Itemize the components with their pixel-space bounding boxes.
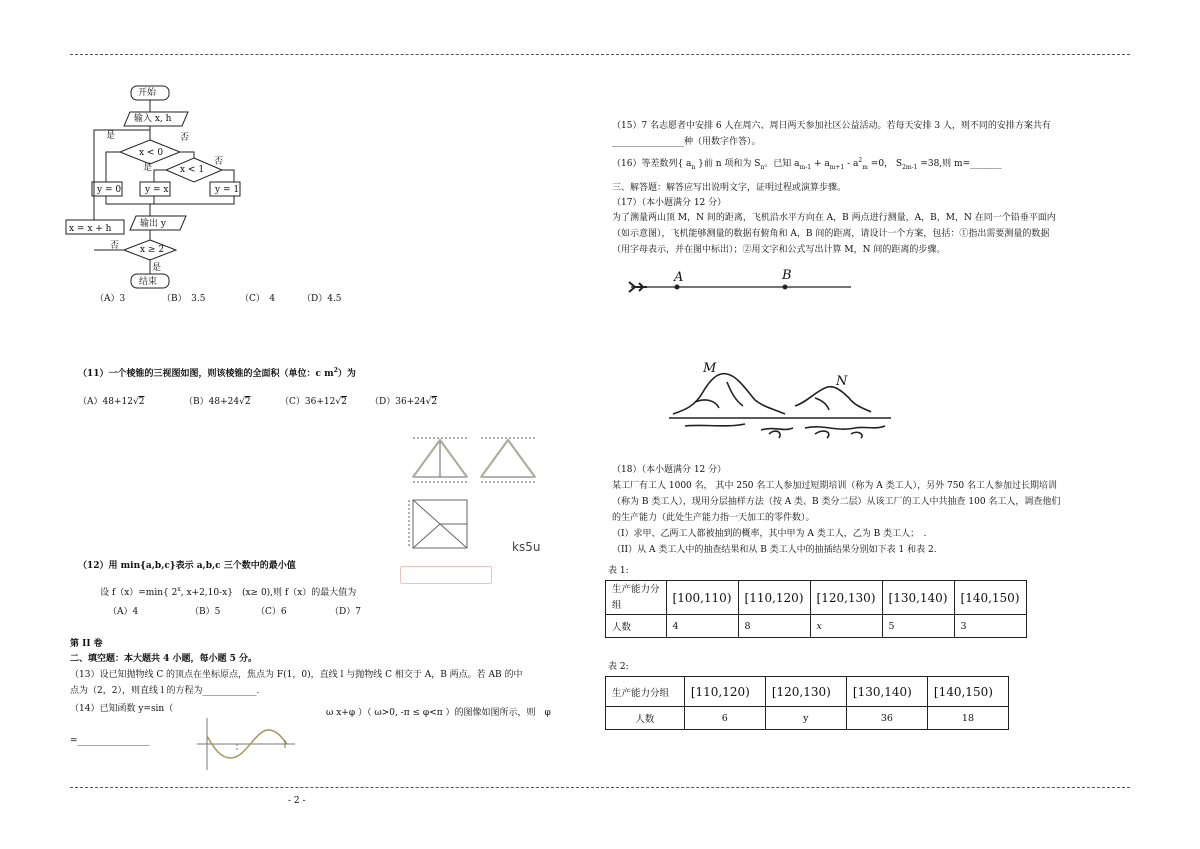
flow-no-1: 否: [180, 133, 190, 143]
table2-header: 生产能力分组: [606, 677, 685, 707]
q12-option-c: （C）6: [256, 607, 287, 617]
q17-line1: 为了测量两山顶 M，N 间的距离，飞机沿水平方向在 A，B 两点进行测量，A，B，M，N 在同一个铅垂平面内: [612, 213, 1056, 223]
flow-yes-3: 是: [152, 263, 162, 273]
flow-cond1: x < 0: [139, 148, 164, 158]
q14-line2: =________________: [70, 736, 150, 746]
q15-line1: （15）7 名志愿者中安排 6 人在周六、周日两天参加社区公益活动。若每天安排 3 人，则不同的安排方案共有: [612, 121, 1051, 131]
table1-header: 生产能力分 组: [606, 581, 667, 615]
q14-mid: ω x+φ ）（ ω>0, -π ≤ φ<π ）的图像如图所示，则 φ: [326, 708, 551, 718]
table1-interval: [110,120): [738, 581, 810, 615]
table2-value: 6: [684, 707, 765, 730]
q18-line4: （I）求甲、乙两工人都被抽到的概率，其中甲为 A 类工人，乙为 B 类工人； .: [612, 529, 927, 539]
q10-option-b: （B） 3.5: [162, 294, 206, 304]
table1-value: 4: [666, 615, 738, 638]
point-n-label: N: [836, 374, 848, 389]
section3-title: 三、解答题：解答应写出说明文字，证明过程或演算步骤。: [612, 183, 847, 193]
flight-path-diagram: [625, 270, 855, 300]
flow-no-3: 否: [110, 241, 120, 251]
q17-line3: （用字母表示，并在图中标出）；②用文字和公式写出计算 M，N 间的距离的步骤。: [612, 245, 946, 255]
q11-option-a: （A）48+12√2: [78, 397, 145, 407]
q18-heading: （18）（本小题满分 12 分）: [612, 465, 727, 475]
q12-option-b: （B）5: [190, 607, 221, 617]
table2-interval: [140,150): [927, 677, 1008, 707]
q14-line1: （14）已知函数 y=sin（: [70, 704, 174, 714]
flow-y0: y = 0: [97, 185, 122, 195]
table2-interval: [120,130): [765, 677, 846, 707]
flow-input: 输入 x, h: [134, 114, 172, 124]
flow-cond3: x ≥ 2: [140, 245, 165, 255]
part2-section: 二、填空题：本大题共 4 小题，每小题 5 分。: [70, 654, 258, 664]
q18-line1: 某工厂有工人 1000 名， 其中 250 名工人参加过短期培训（称为 A 类工人），另外 750 名工人参加过长期培训: [612, 481, 1058, 491]
q18-line3: 的生产能力（此处生产能力指一天加工的零件数）。: [612, 513, 815, 523]
q12-stem: （12）用 min{a,b,c}表示 a,b,c 三个数中的最小值: [78, 561, 296, 571]
page-number: - 2 -: [288, 796, 306, 806]
table2-value: y: [765, 707, 846, 730]
table1-value: 8: [738, 615, 810, 638]
table2-value: 18: [927, 707, 1008, 730]
flow-update: x = x + h: [69, 224, 112, 234]
q12-option-d: （D）7: [330, 607, 361, 617]
q10-option-c: （C） 4: [240, 294, 276, 304]
table-1: [605, 580, 1027, 638]
table1-value: 3: [954, 615, 1026, 638]
q11-option-c: （C）36+12√2: [280, 397, 347, 407]
q11-stem: （11）一个棱锥的三视图如图，则该棱锥的全面积（单位：c $m^2$）为: [78, 367, 356, 379]
flow-yes-1: 是: [106, 131, 116, 141]
table1-interval: [130,140): [882, 581, 954, 615]
flow-yes-2: 是: [143, 163, 153, 173]
q11-option-b: （B）48+24√2: [184, 397, 251, 407]
table2-label: 表 2:: [608, 662, 629, 672]
flow-cond2: x < 1: [180, 165, 205, 175]
bottom-rule: [70, 787, 1130, 788]
table1-row-label: 人数: [606, 615, 667, 638]
table2-row-label: 人数: [606, 707, 685, 730]
flow-start: 开始: [138, 88, 157, 98]
table2-value: 36: [846, 707, 927, 730]
table-2: [605, 676, 1009, 730]
q13-line1: （13）设已知抛物线 C 的顶点在坐标原点，焦点为 F(1，0)，直线 l 与抛物线 C 相交于 A，B 两点。若 AB 的中: [70, 670, 523, 680]
q17-heading: （17）（本小题满分 12 分）: [612, 198, 727, 208]
table1-interval: [140,150): [954, 581, 1026, 615]
point-a-label: A: [674, 270, 684, 285]
point-m-label: M: [703, 361, 717, 376]
q12-line: 设 f（x）=min{ 2$^x$, x+2,10-x} (x≥ 0),则 f（x）的最大值为: [100, 586, 357, 598]
table1-value: 5: [882, 615, 954, 638]
table2-interval: [130,140): [846, 677, 927, 707]
point-b-label: B: [782, 268, 792, 283]
watermark-stamp: [400, 566, 492, 584]
q17-line2: （如示意图），飞机能够测量的数据有俯角和 A，B 间的距离，请设计一个方案，包括：①指出需要测量的数据: [612, 229, 1050, 239]
q10-option-d: （D）4.5: [302, 294, 342, 304]
q16-line: （16）等差数列{ $a_n$ }前 n 项和为 $S_n$。已知 $a_{m-1} + a_{m+1} - a^2_m =0$， $S_{2m-1} =38$,则 m=_______: [612, 157, 1002, 171]
table1-interval: [100,110): [666, 581, 738, 615]
flow-yx: y = x: [145, 185, 169, 195]
watermark-text: ks5u: [512, 540, 541, 554]
table1-value: x: [810, 615, 882, 638]
part2-title: 第 II 卷: [70, 639, 103, 649]
q13-line2: 点为（2，2），则直线 l 的方程为____________.: [70, 686, 260, 696]
flow-end: 结束: [139, 277, 158, 287]
top-rule: [70, 54, 1130, 55]
table1-label: 表 1:: [608, 566, 629, 576]
flow-output: 输出 y: [140, 219, 166, 229]
mountains-sketch: [665, 362, 895, 444]
q18-line2: （称为 B 类工人），现用分层抽样方法（按 A 类、B 类分二层）从该工厂的工人中共抽查 100 名工人，调查他们: [612, 497, 1061, 507]
sine-graph: [195, 716, 297, 772]
q11-option-d: （D）36+24√2: [370, 397, 438, 407]
q10-option-a: （A）3: [95, 294, 126, 304]
flow-y1: y = 1: [215, 185, 240, 195]
table2-interval: [110,120): [684, 677, 765, 707]
table1-interval: [120,130): [810, 581, 882, 615]
q12-option-a: （A）4: [108, 607, 139, 617]
flow-no-2: 否: [214, 157, 224, 167]
three-view-diagram: [405, 430, 545, 555]
q15-line2: ________________种（用数字作答）。: [612, 137, 761, 147]
q18-line5: （II）从 A 类工人中的抽查结果和从 B 类工人中的抽插结果分别如下表 1 和表 2.: [612, 545, 937, 555]
